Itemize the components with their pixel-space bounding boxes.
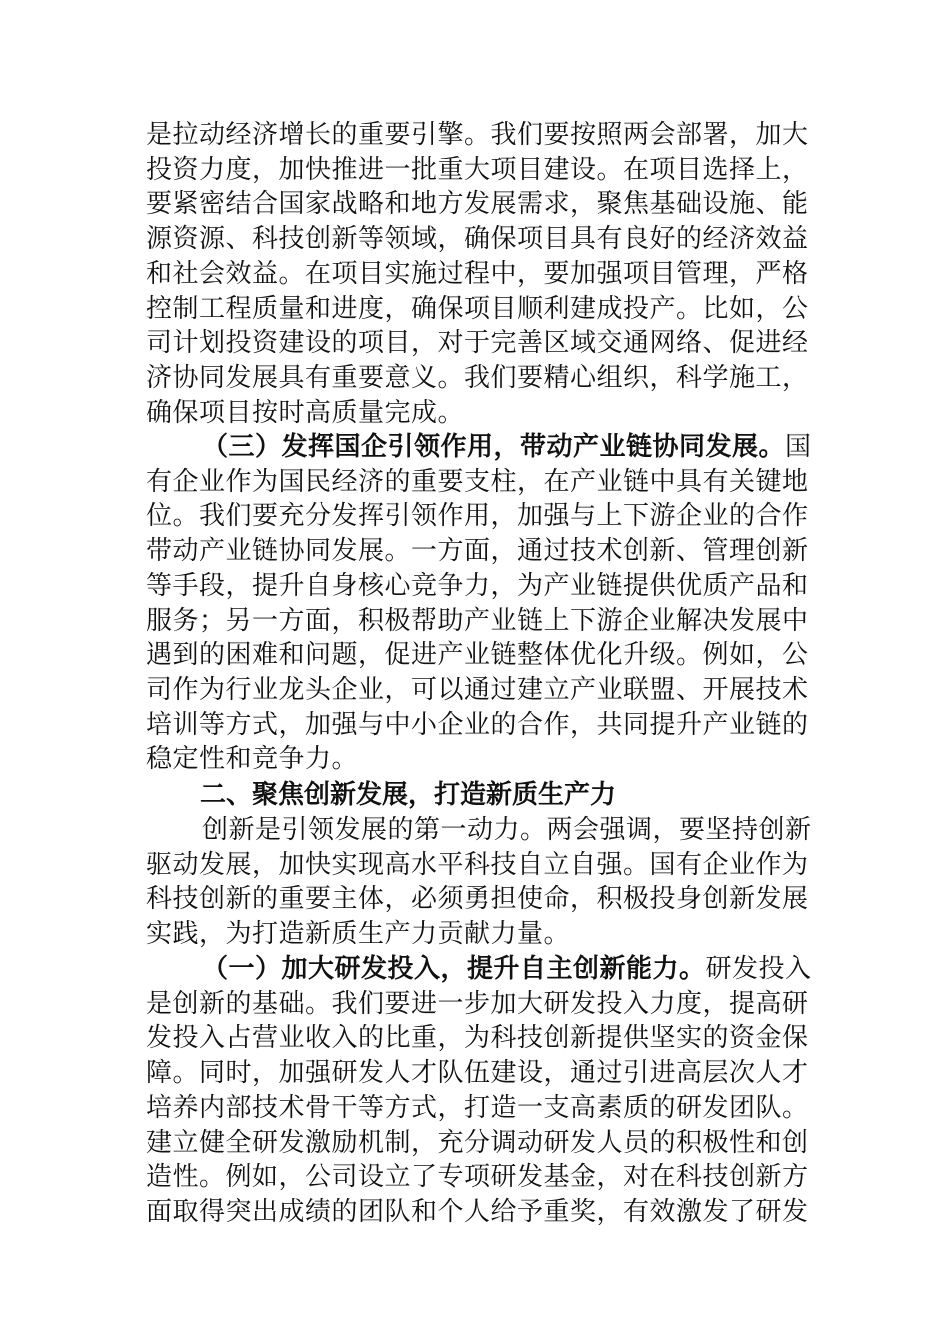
subheading-one: （一）加大研发投入，提升自主创新能力。: [202, 954, 706, 984]
text-line: 确保项目按时高质量完成。: [146, 397, 465, 428]
text-line: 位。我们要充分发挥引领作用，加强与上下游企业的合作: [146, 501, 809, 532]
text-line: 济协同发展具有重要意义。我们要精心组织，科学施工，: [146, 362, 809, 393]
text-line: 是创新的基础。我们要进一步加大研发投入力度，提高研: [146, 988, 809, 1019]
paragraph-investment: [146, 118, 809, 430]
text-line: 建立健全研发激励机制，充分调动研发人员的积极性和创: [146, 1127, 809, 1158]
text-line: 造性。例如，公司设立了专项研发基金，对在科技创新方: [146, 1162, 809, 1193]
text-line: 源资源、科技创新等领域，确保项目具有良好的经济效益: [146, 224, 809, 255]
text-line: 投资力度，加快推进一批重大项目建设。在项目选择上，: [146, 154, 809, 185]
text-fragment: 国: [785, 432, 812, 462]
text-line: 控制工程质量和进度，确保项目顺利建成投产。比如，公: [146, 293, 809, 324]
text-line: [146, 952, 812, 987]
text-line: 司作为行业龙头企业，可以通过建立产业联盟、开展技术: [146, 674, 809, 705]
text-line: [146, 430, 812, 465]
paragraph-innovation-intro: [146, 813, 812, 952]
text-line: 障。同时，加强研发人才队伍建设，通过引进高层次人才: [146, 1058, 809, 1089]
text-line: 培训等方式，加强与中小企业的合作，共同提升产业链的: [146, 709, 809, 740]
text-line: 等手段，提升自身核心竞争力，为产业链提供优质产品和: [146, 570, 809, 601]
text-line: 要紧密结合国家战略和地方发展需求，聚焦基础设施、能: [146, 189, 809, 220]
text-line: 科技创新的重要主体，必须勇担使命，积极投身创新发展: [146, 884, 809, 915]
text-line: 实践，为打造新质生产力贡献力量。: [146, 919, 571, 950]
text-line: 和社会效益。在项目实施过程中，要加强项目管理，严格: [146, 258, 809, 289]
text-line: 司计划投资建设的项目，对于完善区域交通网络、促进经: [146, 328, 809, 359]
text-line: 培养内部技术骨干等方式，打造一支高素质的研发团队。: [146, 1092, 809, 1123]
text-line: 驱动发展，加快实现高水平科技自立自强。国有企业作为: [146, 849, 809, 880]
paragraph-rd-investment: [146, 952, 812, 1230]
text-line: 面取得突出成绩的团队和个人给予重奖，有效激发了研发: [146, 1196, 809, 1227]
text-line: 发投入占营业收入的比重，为科技创新提供坚实的资金保: [146, 1023, 809, 1054]
subheading-three: （三）发挥国企引领作用，带动产业链协同发展。: [202, 432, 786, 462]
text-line: 有企业作为国民经济的重要支柱，在产业链中具有关键地: [146, 466, 809, 497]
text-line: 带动产业链协同发展。一方面，通过技术创新、管理创新: [146, 536, 809, 567]
text-line: 服务；另一方面，积极帮助产业链上下游企业解决发展中: [146, 605, 809, 636]
paragraph-industry-chain: [146, 430, 812, 777]
text-line: 遇到的困难和问题，促进产业链整体优化升级。例如，公: [146, 640, 809, 671]
text-fragment: 研发投入: [705, 954, 812, 984]
text-line: 稳定性和竞争力。: [146, 744, 359, 775]
section-heading-innovation: 二、聚焦创新发展，打造新质生产力: [200, 780, 617, 810]
text-line: 是拉动经济增长的重要引擎。我们要按照两会部署，加大: [146, 120, 809, 150]
text-line: 创新是引领发展的第一动力。两会强调，要坚持创新: [202, 815, 812, 845]
